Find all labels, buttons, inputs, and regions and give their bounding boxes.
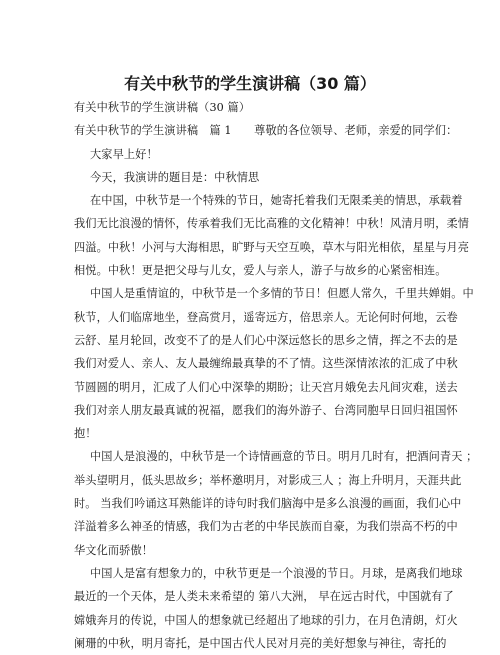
- body-line: 有关中秋节的学生演讲稿 篇 1 尊敬的各位领导、老师，亲爱的同学们：: [74, 124, 458, 138]
- body-line: 中国人是富有想象力的，中秋节更是一个浪漫的节日。月球，是离我们地球: [90, 566, 463, 580]
- document-title: 有关中秋节的学生演讲稿（30 篇）: [124, 74, 376, 93]
- body-line: 我们对爱人、亲人、友人最缠绵最真挚的不了情。这些深情浓浓的汇成了中秋: [74, 357, 458, 371]
- body-line: 中国人是浪漫的，中秋节是一个诗情画意的节日。明月几时有，把酒问青天 ；: [90, 450, 478, 464]
- body-line: 举头望明月，低头思故乡；举杯邀明月，对影成三人 ；海上升明月，天涯共此: [74, 473, 462, 487]
- body-line: 有关中秋节的学生演讲稿（30 篇）: [74, 101, 251, 114]
- body-line: 节圆圆的明月，汇成了人们心中深挚的期盼；让天宫月娥免去凡间灾难，送去: [74, 380, 458, 394]
- body-line: 云舒、星月轮回，改变不了的是人们心中深远悠长的思乡之情，挥之不去的是: [74, 333, 458, 347]
- body-line: 在中国，中秋节是一个特殊的节日，她寄托着我们无限柔美的情思，承载着: [90, 194, 463, 208]
- body-line: 阑珊的中秋，明月寄托，是中国古代人民对月亮的美好想象与神往，寄托的: [74, 636, 447, 650]
- document-body: [74, 96, 478, 655]
- body-line: 我们对亲人朋友最真诚的祝福，愿我们的海外游子、台湾同胞早日回归祖国怀: [74, 403, 458, 417]
- body-line: 最近的一个天体，是人类未来希望的 第八大洲， 早在远古时代，中国就有了: [74, 590, 454, 604]
- body-line: 时。 当我们吟诵这耳熟能详的诗句时我们脑海中是多么浪漫的画面，我们心中: [74, 497, 462, 511]
- body-line: 秋节，人们临席地坐，登高赏月，遥寄远方，倍思亲人。无论何时何地，云卷: [74, 310, 458, 324]
- body-line: 洋溢着多么神圣的情感，我们为古老的中华民族而自豪，为我们崇高不朽的中: [74, 520, 458, 534]
- body-line: 相悦。中秋！更是把父母与儿女，爱人与亲人，游子与故乡的心紧密相连。: [74, 264, 447, 278]
- body-line: 中国人是重情谊的，中秋节是一个多情的节日！但愿人常久，千里共婵娟。中: [90, 287, 474, 301]
- body-line: 大家早上好！: [90, 147, 158, 161]
- body-line: 嫦娥奔月的传说，中国人的想象就已经超出了地球的引力，在月色清朗，灯火: [74, 613, 458, 627]
- body-line: 四溢。中秋！小河与大海相思，旷野与天空互唤，草木与阳光相依，星星与月亮: [74, 240, 470, 254]
- body-line: 抱！: [74, 427, 97, 441]
- body-line: 我们无比浪漫的情怀，传承着我们无比高雅的文化精神！中秋！风清月明，柔情: [74, 217, 470, 231]
- body-line: 华文化而骄傲！: [74, 543, 154, 557]
- body-line: 今天，我演讲的题目是：中秋情思: [90, 170, 260, 184]
